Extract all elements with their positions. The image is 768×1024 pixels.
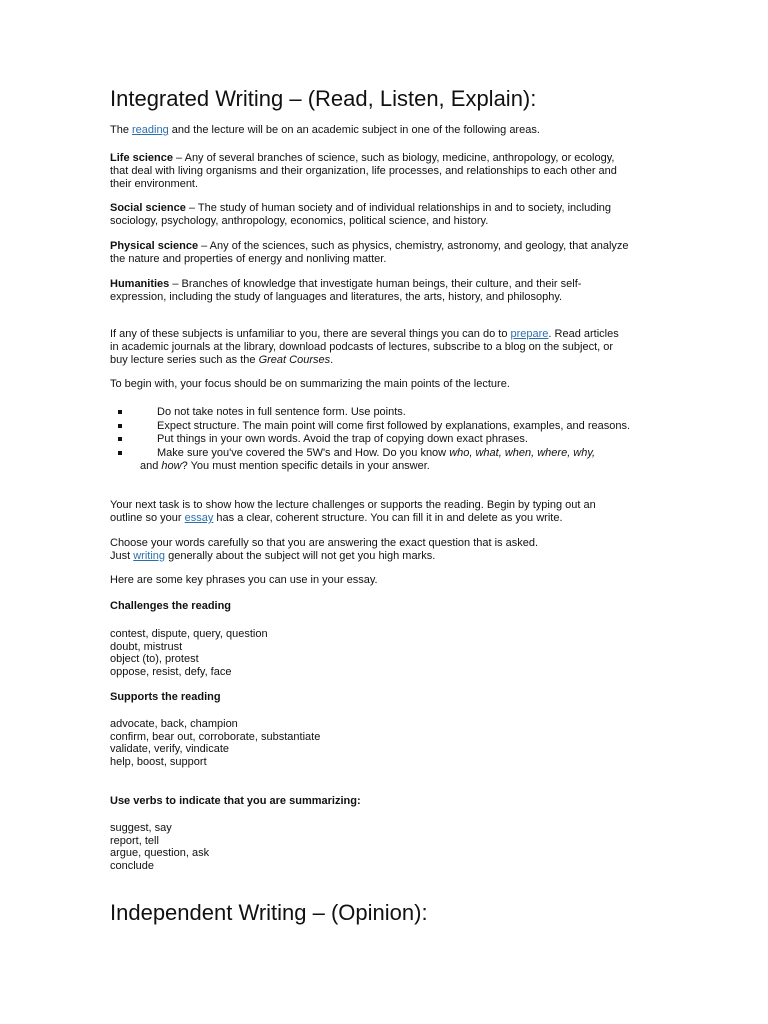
square-bullet-icon	[118, 451, 122, 455]
prepare-link[interactable]: prepare	[510, 328, 549, 340]
bullet-text: Expect structure. The main point will come first followed by explanations, examples, and reasons.	[157, 419, 631, 432]
prepare-post: . Read articles	[548, 328, 619, 340]
list-item: help, boost, support	[110, 756, 207, 769]
bullet-continuation	[110, 460, 670, 474]
essay-link[interactable]: essay	[184, 512, 214, 524]
life-science-desc-3: their environment.	[110, 178, 199, 190]
square-bullet-icon	[118, 437, 122, 441]
humanities-desc-2: expression, including the study of languages and literatures, the arts, history, and philosophy.	[110, 291, 563, 303]
life-science-paragraph	[110, 152, 670, 191]
intro-pre: The	[110, 124, 133, 136]
prepare-line-3-pre: buy lecture series such as the	[110, 354, 259, 366]
key-phrases-paragraph: Here are some key phrases you can use in your essay.	[110, 574, 378, 586]
supports-heading: Supports the reading	[110, 691, 221, 703]
bullet-text: Put things in your own words. Avoid the trap of copying down exact phrases.	[157, 433, 528, 446]
choose-line-2-post: generally about the subject will not get you high marks.	[165, 550, 436, 562]
list-item: conclude	[110, 860, 155, 873]
prepare-line-2: in academic journals at the library, download podcasts of lectures, subscribe to a blog on the subject, or	[110, 341, 614, 353]
physical-science-desc-2: the nature and properties of energy and nonliving matter.	[110, 253, 387, 265]
bullet-cont-pre: and	[140, 460, 162, 473]
next-task-line-2-pre: outline so your	[110, 512, 185, 524]
humanities-paragraph	[110, 278, 670, 304]
bullet-item	[110, 433, 670, 447]
life-science-desc-1: – Any of several branches of science, such as biology, medicine, anthropology, or ecology,	[172, 152, 615, 164]
challenges-list	[110, 628, 268, 679]
list-item: oppose, resist, defy, face	[110, 666, 232, 679]
choose-line-1: Choose your words carefully so that you are answering the exact question that is asked.	[110, 537, 539, 549]
supports-list	[110, 718, 320, 769]
social-science-desc-1: – The study of human society and of individual relationships in and to society, including	[185, 202, 612, 214]
bullet-text-pre: Make sure you've covered the 5W's and How. Do you know	[157, 446, 450, 459]
physical-science-paragraph	[110, 240, 670, 266]
next-task-paragraph	[110, 499, 670, 525]
tips-bullet-list	[110, 406, 670, 474]
social-science-term: Social science	[110, 202, 186, 214]
list-item: confirm, bear out, corroborate, substantiate	[110, 730, 321, 743]
independent-writing-heading: Independent Writing – (Opinion):	[110, 900, 428, 925]
reading-link[interactable]: reading	[132, 124, 169, 136]
bullet-item	[110, 447, 670, 461]
choose-line-2-pre: Just	[110, 550, 134, 562]
list-item: advocate, back, champion	[110, 718, 238, 730]
summarizing-list	[110, 822, 209, 873]
list-item: object (to), protest	[110, 653, 199, 666]
square-bullet-icon	[118, 424, 122, 428]
social-science-paragraph	[110, 202, 670, 228]
next-task-line-2-post: has a clear, coherent structure. You can fill it in and delete as you write.	[213, 512, 563, 524]
list-item: argue, question, ask	[110, 847, 210, 860]
physical-science-desc-1: – Any of the sciences, such as physics, chemistry, astronomy, and geology, that analyze	[198, 240, 629, 252]
list-item: contest, dispute, query, question	[110, 628, 268, 640]
list-item: validate, verify, vindicate	[110, 743, 230, 756]
humanities-term: Humanities	[110, 278, 170, 290]
challenges-heading: Challenges the reading	[110, 600, 232, 612]
bullet-text: Do not take notes in full sentence form. Use points.	[157, 406, 406, 418]
bullet-item	[110, 420, 670, 434]
list-item: doubt, mistrust	[110, 640, 183, 653]
bullet-cont-italic: how	[161, 460, 182, 473]
intro-post: and the lecture will be on an academic subject in one of the following areas.	[168, 124, 540, 136]
humanities-desc-1: – Branches of knowledge that investigate human beings, their culture, and their self-	[169, 278, 582, 290]
summarizing-heading: Use verbs to indicate that you are summarizing:	[110, 795, 361, 807]
bullet-cont-post: ? You must mention specific details in your answer.	[181, 460, 430, 473]
prepare-paragraph	[110, 328, 670, 367]
prepare-line-3-post: .	[330, 354, 334, 366]
great-courses-italic: Great Courses	[258, 354, 331, 366]
writing-link[interactable]: writing	[133, 550, 166, 562]
choose-words-paragraph	[110, 537, 670, 563]
social-science-desc-2: sociology, psychology, anthropology, economics, political science, and history.	[110, 215, 489, 227]
prepare-pre: If any of these subjects is unfamiliar to you, there are several things you can do to	[110, 328, 511, 340]
physical-science-term: Physical science	[110, 240, 199, 252]
integrated-writing-heading: Integrated Writing – (Read, Listen, Explain):	[110, 86, 537, 111]
life-science-term: Life science	[110, 152, 173, 164]
list-item: suggest, say	[110, 822, 172, 834]
life-science-desc-2: that deal with living organisms and their organization, life processes, and relationships to each other and	[110, 165, 617, 177]
square-bullet-icon	[118, 410, 122, 414]
list-item: report, tell	[110, 834, 159, 847]
bullet-item	[110, 406, 670, 420]
next-task-line-1: Your next task is to show how the lecture challenges or supports the reading. Begin by typing out an	[110, 499, 596, 511]
bullet-text-italic: who, what, when, where, why,	[449, 446, 596, 459]
intro-paragraph	[110, 124, 670, 137]
focus-paragraph: To begin with, your focus should be on summarizing the main points of the lecture.	[110, 378, 510, 390]
